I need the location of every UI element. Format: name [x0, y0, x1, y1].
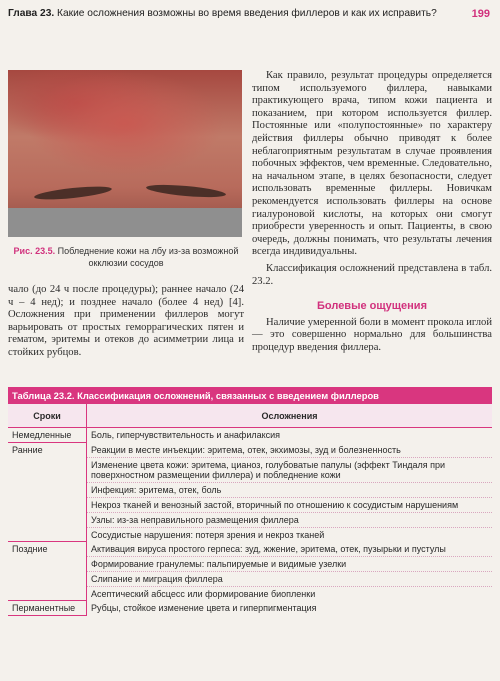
table-row — [8, 542, 492, 557]
paragraph-2: Классификация осложнений представлена в табл. 23.2. — [252, 262, 492, 287]
complication-cell: Рубцы, стойкое изменение цвета и гиперпигментация — [91, 603, 317, 613]
term-cell: Ранние — [8, 443, 87, 542]
page-number: 199 — [471, 8, 490, 20]
complication-cell: Асептический абсцесс или формирование биопленки — [91, 588, 316, 599]
figure-caption — [8, 245, 244, 269]
complication-cell: Изменение цвета кожи: эритема, цианоз, голубоватые папулы (эффект Тиндаля при поверхностном размещении филлера) и побледнение кожи — [87, 457, 493, 482]
complication-cell: Активация вируса простого герпеса: зуд, жжение, эритема, отек, пузырьки и пустулы — [87, 542, 493, 557]
table-title: Таблица 23.2. Классификация осложнений, связанных с введением филлеров — [8, 387, 492, 404]
term-cell: Немедленные — [8, 428, 87, 443]
left-eyebrow — [34, 184, 113, 202]
complication-cell: Реакции в месте инъекции: эритема, отек, экхимозы, зуд и болезненность — [87, 443, 493, 458]
figure-label: Рис. 23.5. — [13, 246, 56, 256]
chapter-title: Какие осложнения возможны во время введения филлеров и как их исправить? — [57, 8, 437, 19]
section-heading: Болевые ощущения — [317, 300, 427, 313]
paragraph-3: Наличие умеренной боли в момент прокола иглой — это совершенно нормально для большинства процедур введения филлера. — [252, 316, 492, 353]
complication-cell: Инфекция: эритема, отек, боль — [87, 482, 493, 497]
figure-caption-text: Побледнение кожи на лбу из-за возможной окклюзии сосудов — [57, 246, 239, 268]
running-header — [8, 8, 492, 24]
right-eyebrow — [146, 183, 227, 200]
paragraph-1: Как правило, результат процедуры определяется типом используемого филлера, навыками практикующего врача, типом кожи пациента и показанием, при котором используется филлер. Постоянные или «полупостоянные» по характеру действия филлеры обычно приводят к более неблагоприятным результатам в случае проявления побочных эффектов, чем временные. Следовательно, на начальном этапе, в целях безопасности, следует использовать временные филлеры. Новичкам рекомендуется использовать филлеры на основе гиалуроновой кислоты, на которых они смогут приобрести уверенность и опыт. Пациенты, в свою очередь, должны понимать, что результаты лечения всегда индивидуальны. — [252, 70, 492, 258]
complication-cell: Узлы: из-за неправильного размещения филлера — [87, 512, 493, 527]
col-header-complications: Осложнения — [87, 404, 493, 428]
complication-cell: Боль, гиперчувствительность и анафилаксия — [91, 430, 281, 441]
table-row — [8, 443, 492, 458]
complication-cell: Слипание и миграция филлера — [87, 571, 493, 586]
complication-cell: Формирование гранулемы: пальпируемые и видимые узелки — [87, 556, 493, 571]
anonymization-bar — [8, 208, 242, 237]
complication-cell: Сосудистые нарушения: потеря зрения и некроз тканей — [91, 529, 325, 540]
left-column-text: чало (до 24 ч после процедуры); раннее начало (24 ч – 4 нед); и позднее начало (более 4 нед) [4]. Осложнения при применении филлеров могут варьировать от простых геморрагических пятен и гематом, эритемы и отеков до асимметрии лица и стойких рубцов. — [8, 284, 244, 358]
term-cell: Перманентные — [8, 601, 87, 616]
term-cell: Поздние — [8, 542, 87, 601]
right-column — [252, 70, 492, 354]
col-header-terms: Сроки — [8, 404, 87, 428]
table-row — [8, 601, 492, 616]
forehead-photo — [8, 70, 242, 237]
complication-cell: Некроз тканей и венозный застой, вторичный по отношению к сосудистым нарушениям — [87, 497, 493, 512]
table-row — [8, 428, 492, 443]
complications-table — [8, 387, 492, 616]
chapter-label: Глава 23. — [8, 8, 55, 19]
